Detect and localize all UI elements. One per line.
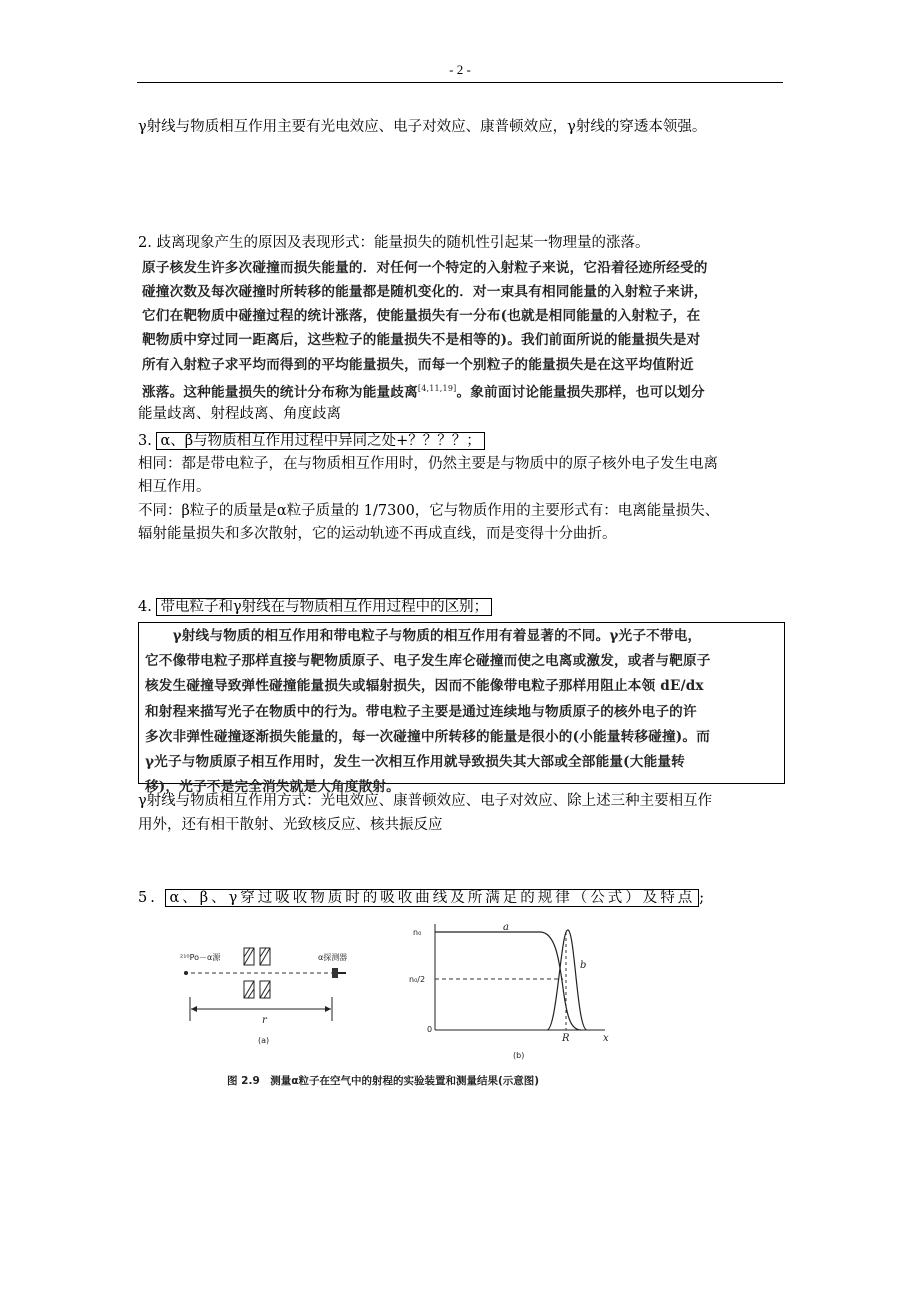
scan-line: 多次非弹性碰撞逐渐损失能量的，每一次碰撞中所转移的能量是很小的(小能量转移碰撞)。而 [145, 728, 711, 745]
scan-line: 移)，光子不是完全消失就是大角度散射。 [145, 779, 400, 796]
collimator-lower [244, 981, 270, 998]
range-label: R [562, 1033, 570, 1044]
distance-label: r [262, 1015, 267, 1026]
origin-label: 0 [427, 1025, 433, 1034]
figure-b-label: (b) [513, 1051, 525, 1060]
q3-same-line2: 相互作用。 [138, 479, 211, 495]
figure-b-curve [405, 918, 620, 1063]
q4-scanned-excerpt [138, 622, 785, 796]
scan-line: 靶物质中穿过同一距离后，这些粒子的能量损失不是相等的)。我们前面所说的能量损失是对 [142, 332, 701, 348]
q2-answer: 能量歧离、射程歧离、角度歧离 [138, 406, 341, 422]
arrow-left-head [191, 1006, 197, 1012]
y-top-label: n₀ [413, 928, 422, 937]
curve-a-label: a [503, 922, 509, 933]
scan-line-tail: 。象前面讨论能量损失那样，也可以划分 [456, 384, 705, 401]
q5-title: α、β、γ穿过吸收物质时的吸收曲线及所满足的规律（公式）及特点 [165, 889, 699, 907]
detector-body [332, 968, 338, 978]
scan-line-text: 涨落。这种能量损失的统计分布称为能量歧离 [142, 384, 418, 401]
source-label: ²¹⁰Po－α源 [180, 953, 221, 962]
q3-number: 3. [138, 433, 152, 449]
scan-line: 和射程来描写光子在物质中的行为。带电粒子主要是通过连续地与物质原子的核外电子的许 [145, 703, 697, 720]
collimator-upper [244, 948, 270, 965]
curve-b-label: b [580, 960, 587, 971]
scan-line: 原子核发生许多次碰撞而损失能量的．对任何一个特定的入射粒子来说，它沿着径迹所经受的 [142, 260, 708, 276]
q5-title-line [138, 885, 786, 911]
q5-number: 5. [138, 890, 158, 906]
arrow-right-head [325, 1006, 331, 1012]
source-dot [184, 971, 188, 975]
curve-a [435, 932, 581, 1030]
q4-title-line [138, 594, 786, 620]
q4-answer-line2: 用外，还有相干散射、光致核反应、核共振反应 [138, 817, 443, 833]
q4-number: 4. [138, 599, 152, 615]
curve-b [547, 930, 587, 1030]
scan-line: 所有入射粒子求平均而得到的平均能量损失，而每一个别粒子的能量损失是在这平均值附近 [142, 357, 694, 373]
q3-title: α、β与物质相互作用过程中异同之处+？？？？； [156, 432, 484, 450]
scan-line: 核发生碰撞导致弹性碰撞能量损失或辐射损失，因而不能像带电粒子那样用阻止本领 dE/dx [145, 678, 704, 695]
q3-diff-line2: 辐射能量损失和多次散射，它的运动轨迹不再成直线，而是变得十分曲折。 [138, 526, 617, 542]
q4-answer-line1: γ射线与物质相互作用方式：光电效应、康普顿效应、电子对效应、除上述三种主要相互作 [138, 793, 713, 809]
citation-ref: [4,11,19] [417, 384, 457, 393]
detector-label: α探测器 [318, 953, 348, 962]
figure-a-setup [170, 935, 370, 1050]
scan-line: γ光子与物质原子相互作用时，发生一次相互作用就导致损失其大部或全部能量(大能量转 [145, 754, 685, 771]
scan-line: 碰撞次数及每次碰撞时所转移的能量都是随机变化的．对一束具有相同能量的入射粒子来讲， [142, 284, 708, 300]
scan-line: γ射线与物质的相互作用和带电粒子与物质的相互作用有着显著的不同。γ光子不带电， [145, 628, 702, 644]
scan-line: 它们在靶物质中碰撞过程的统计涨落，使能量损失有一分布(也就是相同能量的入射粒子，在 [142, 308, 701, 324]
y-half-label: n₀/2 [409, 975, 426, 984]
header-rule [137, 82, 783, 83]
q5-title-end: ; [699, 890, 708, 906]
q3-diff-line1: 不同：β粒子的质量是α粒子质量的 1/7300，它与物质作用的主要形式有：电离能量损失、 [138, 503, 720, 519]
intro-paragraph: γ射线与物质相互作用主要有光电效应、电子对效应、康普顿效应，γ射线的穿透本领强。 [138, 119, 707, 135]
q2-title: 2. 歧离现象产生的原因及表现形式：能量损失的随机性引起某一物理量的涨落。 [138, 235, 650, 251]
q4-title: 带电粒子和γ射线在与物质相互作用过程中的区别； [156, 598, 492, 616]
page-number: - 2 - [449, 62, 471, 77]
q3-same-line1: 相同：都是带电粒子，在与物质相互作用时，仍然主要是与物质中的原子核外电子发生电离 [138, 456, 718, 472]
figure-caption: 图 2.9 测量α粒子在空气中的射程的实验装置和测量结果(示意图) [227, 1075, 540, 1087]
x-axis-label: x [603, 1033, 609, 1044]
figure-a-label: (a) [258, 1036, 270, 1045]
scan-line: 它不像带电粒子那样直接与靶物质原子、电子发生库仑碰撞而使之电离或激发，或者与靶原子 [145, 653, 711, 670]
